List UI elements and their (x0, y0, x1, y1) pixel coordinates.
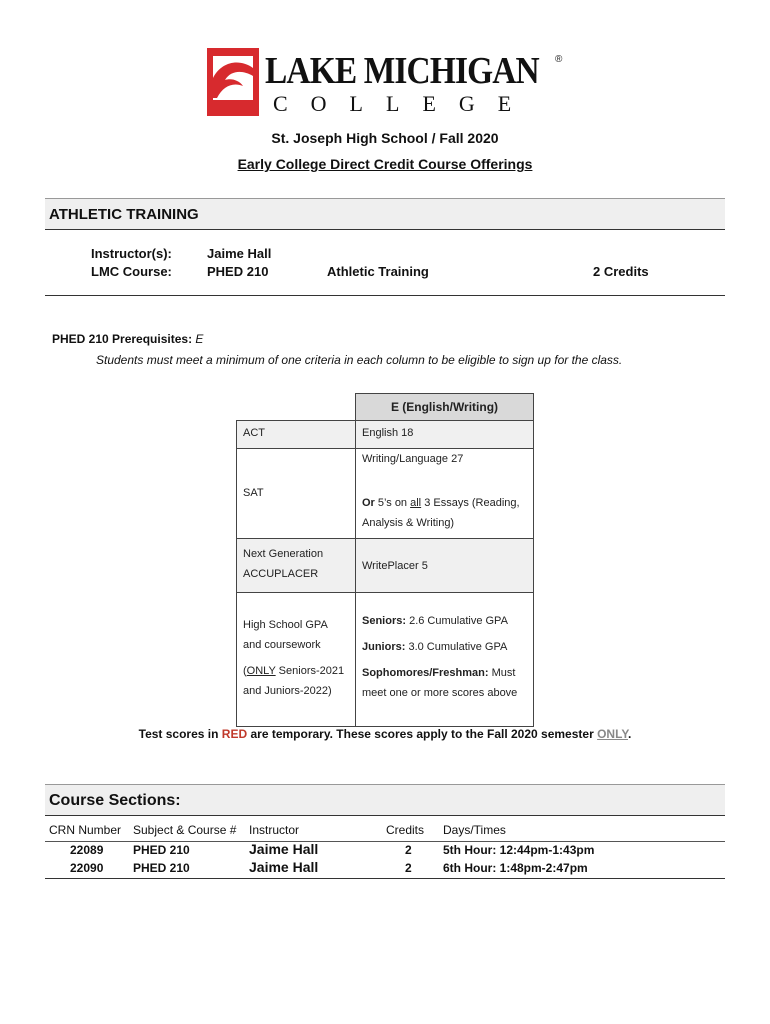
prerequisites-code: E (195, 332, 204, 346)
ngen-value: WritePlacer 5 (356, 539, 534, 593)
table-row-time: 5th Hour: 12:44pm-1:43pm (443, 843, 595, 857)
col-credits: Credits (386, 823, 425, 837)
juniors-gpa: Juniors: 3.0 Cumulative GPA (362, 641, 508, 653)
sat-essays-line2: Analysis & Writing) (362, 517, 455, 529)
col-crn: CRN Number (49, 823, 122, 837)
table-row-crn: 22089 (70, 843, 104, 857)
bottom-divider (45, 878, 725, 879)
gpa-values: Seniors: 2.6 Cumulative GPA Juniors: 3.0 Cumulative GPA Sophomores/Freshman: Must meet one or more scores above (356, 593, 534, 727)
school-term: St. Joseph High School / Fall 2020 (271, 130, 499, 146)
gpa-label: High School GPA and coursework (ONLY Seniors-2021 and Juniors-2022) (237, 593, 356, 727)
college-logo (207, 48, 567, 120)
header-divider (45, 841, 725, 842)
course-section-title: ATHLETIC TRAINING (49, 206, 199, 223)
logo-name-line1: LAKE MICHIGAN (265, 50, 539, 92)
prerequisites-table (236, 393, 534, 727)
wave-logo-icon (207, 48, 259, 116)
act-english: English 18 (356, 421, 534, 449)
prerequisites-line (52, 332, 203, 346)
course-sections-title: Course Sections: (49, 792, 181, 809)
course-section-bar (45, 198, 725, 230)
temporary-scores-note: Test scores in RED are temporary. These scores apply to the Fall 2020 semester ONLY. (138, 727, 632, 741)
instructor-label: Instructor(s): (91, 246, 172, 261)
divider (45, 295, 725, 296)
act-writing: Writing/Language 27 (362, 453, 464, 465)
table-row-instructor: Jaime Hall (249, 841, 319, 857)
table-row-instructor: Jaime Hall (249, 859, 319, 875)
course-name: Athletic Training (327, 264, 429, 279)
ngen-label: Next Generation ACCUPLACER (237, 539, 356, 593)
only-word: ONLY (597, 727, 628, 741)
seniors-gpa: Seniors: 2.6 Cumulative GPA (362, 615, 508, 627)
prerequisites-label: PHED 210 Prerequisites: (52, 332, 193, 346)
course-sections-bar (45, 784, 725, 816)
soph-freshman: Sophomores/Freshman: Must (362, 667, 516, 679)
sat-label: SAT (237, 449, 356, 539)
col-days-times: Days/Times (443, 823, 506, 837)
table-row (237, 539, 534, 593)
sat-essays: Or 5’s on all 3 Essays (Reading, (362, 497, 520, 509)
course-code: PHED 210 (207, 264, 269, 279)
red-word: RED (221, 727, 248, 741)
table-row-time: 6th Hour: 1:48pm-2:47pm (443, 861, 588, 875)
col-subject: Subject & Course # (133, 823, 237, 837)
table-row-credits: 2 (405, 843, 412, 857)
table-row-course: PHED 210 (133, 861, 190, 875)
table-row-course: PHED 210 (133, 843, 190, 857)
sat-cell (356, 449, 534, 539)
act-label: ACT (237, 421, 356, 449)
table-row-crn: 22090 (70, 861, 104, 875)
table-corner (237, 394, 356, 421)
col-instructor: Instructor (249, 823, 300, 837)
course-credits: 2 Credits (593, 264, 649, 279)
table-row (237, 593, 534, 727)
table-row-credits: 2 (405, 861, 412, 875)
logo-name-line2: COLLEGE (273, 91, 535, 116)
prerequisites-instructions: Students must meet a minimum of one criteria in each column to be eligible to sign up for the class. (96, 353, 623, 367)
instructor-value: Jaime Hall (207, 246, 272, 261)
registered-mark: ® (555, 54, 563, 65)
lmc-course-label: LMC Course: (91, 264, 172, 279)
offerings-title: Early College Direct Credit Course Offerings (237, 156, 533, 172)
table-row (237, 449, 534, 539)
column-header: E (English/Writing) (356, 394, 534, 421)
table-row (237, 421, 534, 449)
